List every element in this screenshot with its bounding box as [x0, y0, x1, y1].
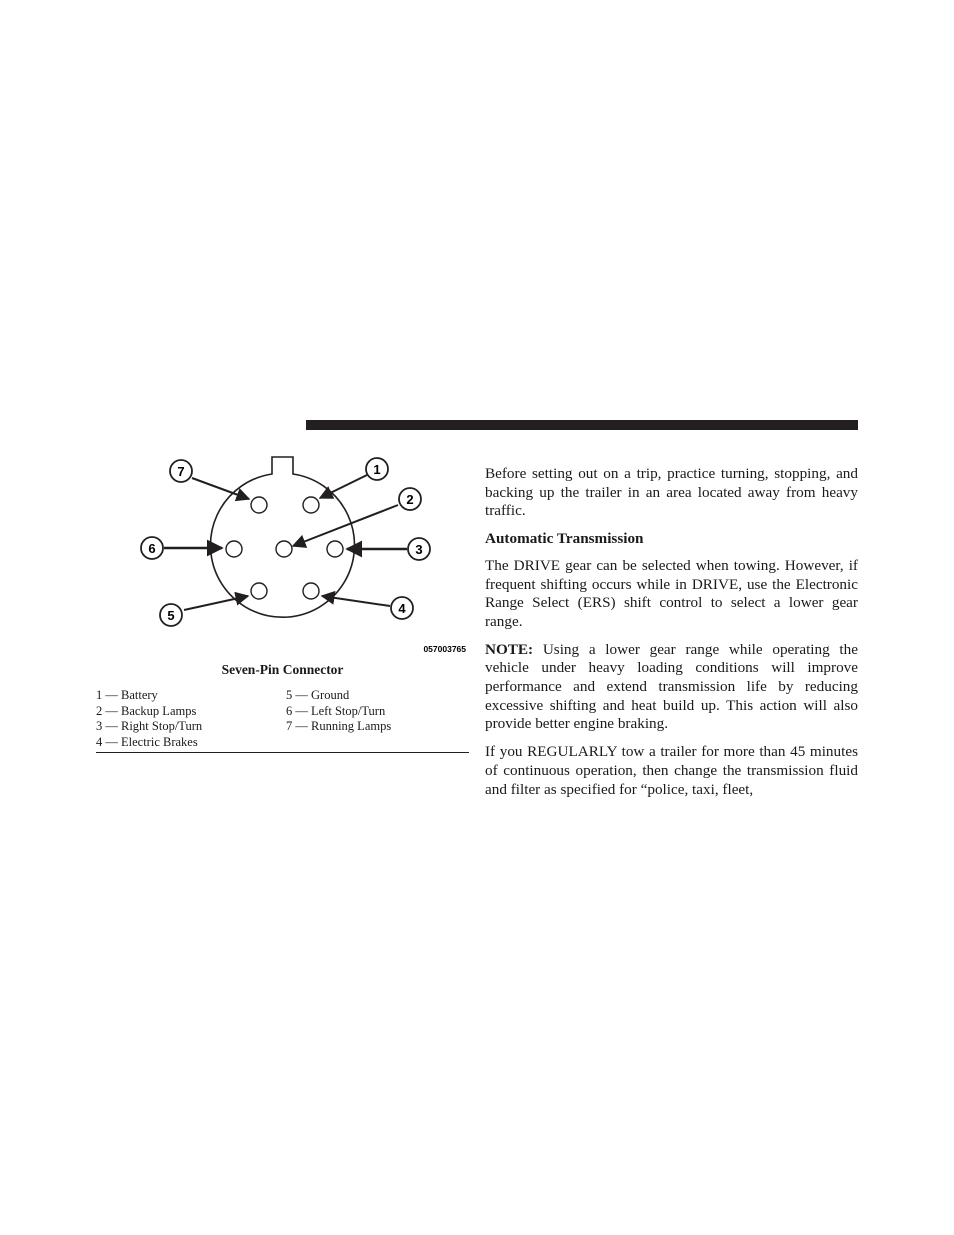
svg-text:2: 2 — [406, 492, 414, 507]
svg-text:6: 6 — [148, 541, 156, 556]
pin-7 — [251, 497, 267, 513]
legend-column-left — [96, 688, 202, 750]
legend-item: 4 — Electric Brakes — [96, 734, 198, 749]
figure-code: 057003765 — [423, 644, 466, 654]
legend-column-right — [286, 688, 391, 735]
legend-item: 7 — Running Lamps — [286, 719, 392, 733]
section-heading: Automatic Transmission — [485, 530, 644, 548]
note-label: NOTE: — [485, 640, 534, 658]
legend-item: 2 — Backup Lamps — [96, 703, 197, 718]
body-text — [485, 465, 858, 808]
arrow-1 — [320, 475, 367, 498]
pin-4 — [303, 583, 319, 599]
pin-2 — [276, 541, 292, 557]
legend-item: 3 — Right Stop/Turn — [96, 719, 203, 733]
header-bar — [306, 420, 858, 430]
callout-5 — [160, 604, 182, 626]
connector-housing — [211, 457, 355, 617]
seven-pin-connector-figure — [130, 448, 470, 658]
paragraph-practice: Before setting out on a trip, practice turning, stopping, and backing up the trailer in an area located away from heavy traffic. — [485, 465, 858, 520]
svg-text:5: 5 — [167, 608, 175, 623]
svg-text:7: 7 — [177, 464, 185, 479]
svg-text:4: 4 — [398, 601, 406, 616]
legend-item: 5 — Ground — [286, 688, 350, 702]
svg-text:1: 1 — [373, 462, 381, 477]
legend-item: 1 — Battery — [96, 688, 158, 702]
arrow-7 — [192, 478, 249, 499]
note-text: Using a lower gear range while operating the vehicle under heavy loading conditions will improve performance and extend transmission life by reducing excessive shifting and heat build up. This action will also provide better engine braking. — [485, 640, 858, 733]
figure-caption: Seven-Pin Connector — [221, 662, 344, 677]
pin-5 — [251, 583, 267, 599]
callout-6 — [141, 537, 163, 559]
pin-6 — [226, 541, 242, 557]
paragraph-regularly-tow: If you REGULARLY tow a trailer for more than 45 minutes of continuous operation, then change the transmission fluid and filter as specified for “police, taxi, fleet, — [485, 743, 858, 798]
callout-1 — [366, 458, 388, 480]
legend-divider — [96, 752, 469, 753]
callout-2 — [399, 488, 421, 510]
connector-diagram — [130, 448, 470, 658]
callout-4 — [391, 597, 413, 619]
arrow-4 — [322, 596, 390, 606]
svg-text:3: 3 — [415, 542, 423, 557]
callout-3 — [408, 538, 430, 560]
note-paragraph — [485, 641, 858, 735]
pin-3 — [327, 541, 343, 557]
legend-item: 6 — Left Stop/Turn — [286, 703, 386, 718]
pin-1 — [303, 497, 319, 513]
paragraph-drive-gear: The DRIVE gear can be selected when towing. However, if frequent shifting occurs while in DRIVE, use the Electronic Range Select (ERS) shift control to select a lower gear range. — [485, 556, 858, 630]
callout-7 — [170, 460, 192, 482]
